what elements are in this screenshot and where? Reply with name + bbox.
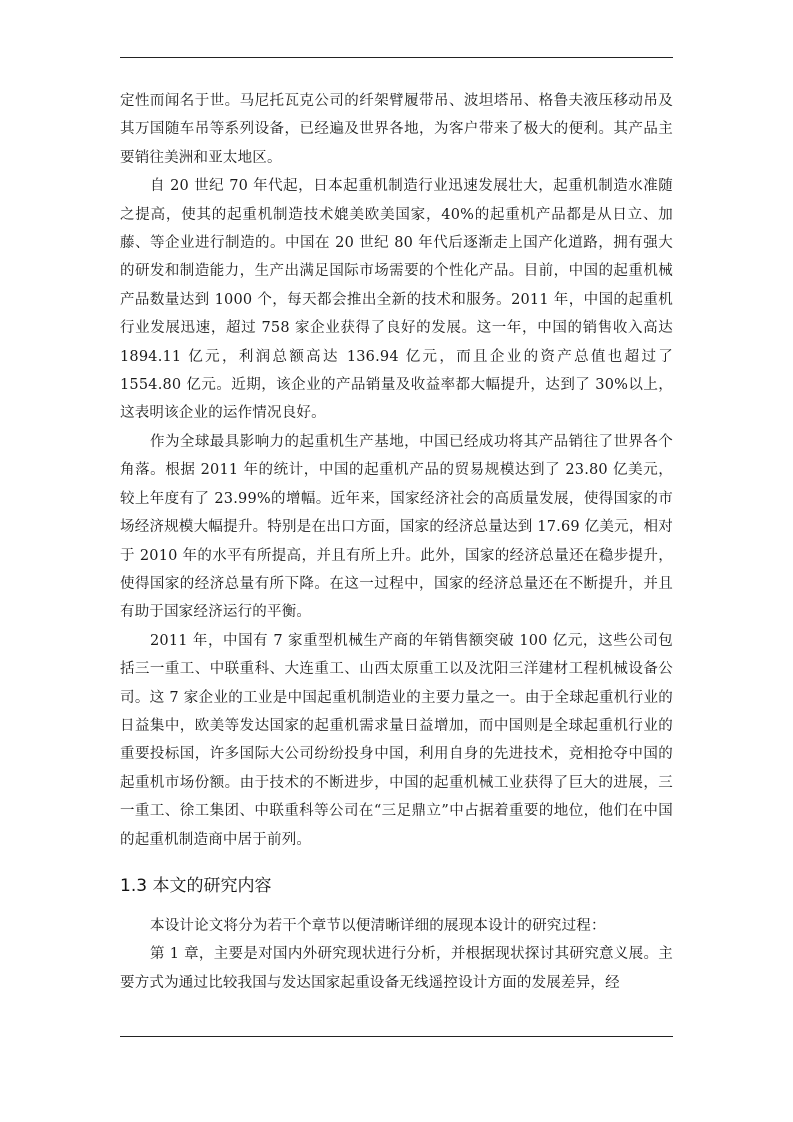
paragraph-2: 自 20 世纪 70 年代起，日本起重机制造行业迅速发展壮大，起重机制造水准随之提高，使其的起重机制造技术媲美欧美国家，40%的起重机产品都是从日立、加藤、等企业进行制造的。中国在 20 世纪 80 年代后逐渐走上国产化道路，拥有强大的研发和制造能力，生产出满足国际市场需要的个性化产品。目前，中国的起重机械产品数量达到 1000 个，每天都会推出全新的技术和服务。2011 年，中国的起重机行业发展迅速，超过 758 家企业获得了良好的发展。这一年，中国的销售收入高达 1894.11 亿元，利润总额高达 136.94 亿元，而且企业的资产总值也超过了 1554.80 亿元。近期，该企业的产品销量及收益率都大幅提升，达到了 30%以上，这表明该企业的运作情况良好。 [120,178,673,422]
footer-rule [120,1036,673,1037]
paragraph-6: 第 1 章，主要是对国内外研究现状进行分析，并根据现状探讨其研究意义展。主要方式为通过比较我国与发达国家起重设备无线遥控设计方面的发展差异，经 [120,946,673,991]
paragraph-1: 定性而闻名于世。马尼托瓦克公司的纤架臂履带吊、波坦塔吊、格鲁夫液压移动吊及其万国随车吊等系列设备，已经遍及世界各地，为客户带来了极大的便利。其产品主要销往美洲和亚太地区。 [120,93,673,166]
header-rule [120,57,673,58]
section-heading: 1.3 本文的研究内容 [120,875,272,896]
paragraph-5: 本设计论文将分为若干个章节以便清晰详细的展现本设计的研究过程： [150,917,606,934]
paragraph-4: 2011 年，中国有 7 家重型机械生产商的年销售额突破 100 亿元，这些公司包括三一重工、中联重科、大连重工、山西太原重工以及沈阳三洋建材工程机械设备公司。这 7 家企业的工业是中国起重机制造业的主要力量之一。由于全球起重机行业的日益集中，欧美等发达国家的起重机需求量日益增加，而中国则是全球起重机行业的重要投标国，许多国际大公司纷纷投身中国，利用自身的先进技术，竞相抢夺中国的起重机市场份额。由于技术的不断进步，中国的起重机械工业获得了巨大的进展，三一重工、徐工集团、中联重科等公司在“三足鼎立”中占据着重要的地位，他们在中国的起重机制造商中居于前列。 [120,632,673,848]
document-body [120,87,673,997]
paragraph-3: 作为全球最具影响力的起重机生产基地，中国已经成功将其产品销往了世界各个角落。根据 2011 年的统计，中国的起重机产品的贸易规模达到了 23.80 亿美元，较上年度有了 23.99%的增幅。近年来，国家经济社会的高质量发展，使得国家的市场经济规模大幅提升。特别是在出口方面，国家的经济总量达到 17.69 亿美元，相对于 2010 年的水平有所提高，并且有所上升。此外，国家的经济总量还在稳步提升，使得国家的经济总量有所下降。在这一过程中，国家的经济总量还在不断提升，并且有助于国家经济运行的平衡。 [120,433,673,621]
